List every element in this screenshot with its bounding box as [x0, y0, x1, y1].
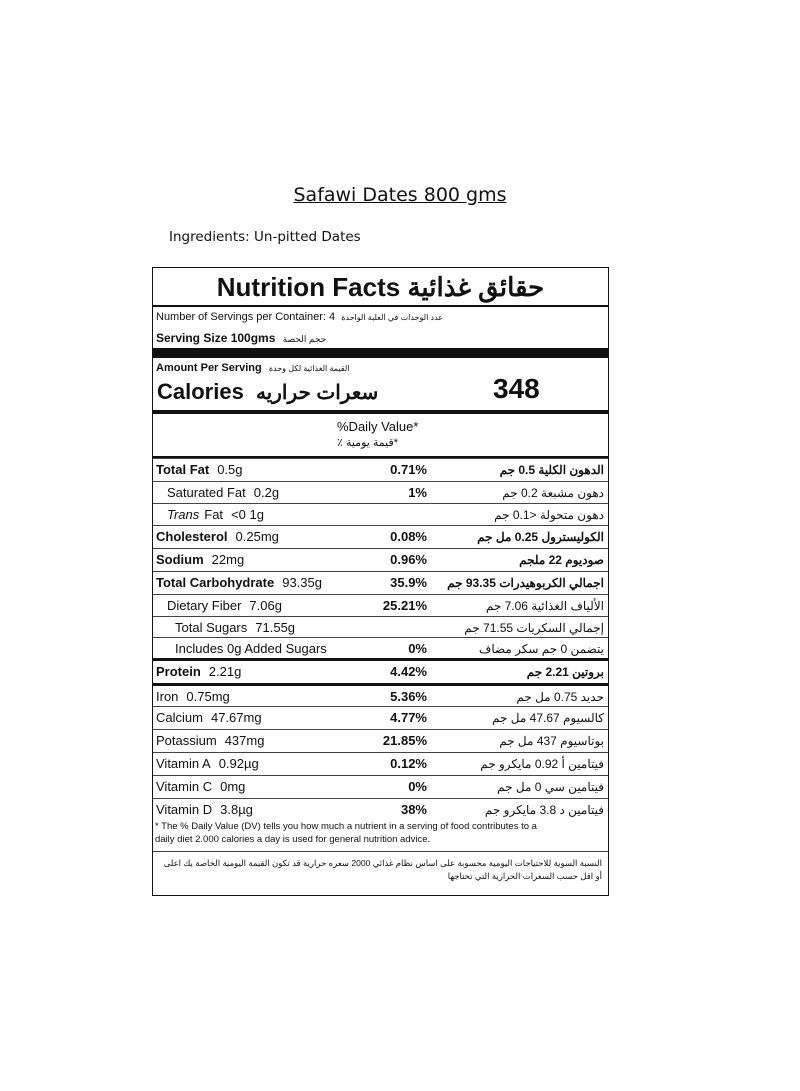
calories-value: 348 — [493, 373, 540, 404]
serving-size-arabic: حجم الحصة — [282, 334, 327, 344]
nutrient-label: Protein — [156, 664, 201, 679]
nutrient-amount: 47.67mg — [210, 710, 262, 725]
nutrient-label: Sodium — [156, 552, 204, 567]
nutrient-name — [156, 549, 244, 571]
nutrient-row — [153, 571, 608, 594]
nutrient-daily-value: 25.21% — [382, 598, 427, 613]
nutrient-daily-value: 5.36% — [390, 689, 427, 704]
amount-arabic: القيمة الغذائية لكل وحدة — [268, 364, 350, 373]
nutrient-arabic: بوتاسيوم 437 مل جم — [499, 734, 604, 748]
nutrient-amount: 71.55g — [255, 620, 296, 635]
nutrient-label-2: Fat — [204, 507, 224, 522]
nutrient-daily-value: 1% — [408, 485, 427, 500]
thick-divider — [153, 348, 608, 358]
nutrient-name — [175, 638, 327, 660]
nutrient-row — [153, 481, 608, 504]
nutrient-arabic: إجمالي السكريات 71.55 جم — [464, 621, 604, 635]
nutrient-name — [156, 707, 262, 729]
nutrient-label: Total Fat — [156, 462, 210, 477]
nutrient-name — [156, 459, 243, 481]
nutrient-arabic: فيتامين سي 0 مل جم — [497, 780, 604, 794]
divider — [153, 851, 608, 852]
nutrient-name — [156, 799, 253, 821]
footnote-line-2: daily diet 2.000 calories a day is used for general nutrition advice. — [155, 834, 431, 845]
nutrient-label: Vitamin A — [156, 756, 211, 771]
nutrient-row — [153, 658, 608, 683]
nutrient-daily-value: 21.85% — [382, 733, 427, 748]
nutrition-label — [152, 267, 609, 896]
nutrient-arabic: دهون متحولة <0.1 جم — [494, 508, 604, 522]
nutrient-name — [156, 753, 259, 775]
nutrient-arabic: حديد 0.75 مل جم — [516, 690, 604, 704]
nutrient-daily-value: 0% — [408, 779, 427, 794]
nutrient-name — [167, 504, 264, 526]
footnote-arabic — [155, 857, 602, 883]
nutrient-arabic: الكوليسترول 0.25 مل جم — [477, 530, 604, 544]
nutrient-arabic: اجمالي الكربوهيدرات 93.35 جم — [447, 576, 604, 590]
nutrient-name — [156, 730, 264, 752]
nutrient-amount: 0mg — [220, 779, 246, 794]
nutrient-name — [156, 661, 241, 683]
daily-value-english: %Daily Value* — [337, 419, 419, 434]
nutrient-amount: 2.21g — [208, 664, 242, 679]
nutrient-amount: 22mg — [211, 552, 245, 567]
nutrient-row — [153, 525, 608, 548]
nutrient-name — [167, 482, 279, 504]
nutrient-row — [153, 616, 608, 639]
footnote-ar-line-2: أو اقل حسب السعرات الحرارية التي تحتاجها — [447, 871, 602, 881]
nutrient-name — [156, 776, 245, 798]
nutrient-label: Vitamin C — [156, 779, 213, 794]
nutrient-arabic: فيتامين د 3.8 مايكرو جم — [484, 803, 604, 817]
nutrient-daily-value: 0.96% — [390, 552, 427, 567]
nutrient-daily-value: 4.77% — [390, 710, 427, 725]
nutrient-name — [175, 617, 295, 639]
nutrient-arabic: صوديوم 22 ملجم — [519, 553, 604, 567]
nutrient-row — [153, 637, 608, 660]
calories-label — [157, 377, 608, 408]
nutrient-arabic: الدهون الكلية 0.5 جم — [499, 463, 604, 477]
nutrient-row — [153, 594, 608, 617]
nutrient-name — [167, 595, 282, 617]
footnote-english — [155, 820, 606, 846]
nutrient-amount: <0 1g — [231, 507, 264, 522]
nutrient-name — [156, 572, 322, 594]
servings-per-container — [153, 309, 608, 325]
nutrient-daily-value: 38% — [400, 802, 427, 817]
nutrient-arabic: يتضمن 0 جم سكر مضاف — [478, 642, 604, 656]
nutrient-label: Total Sugars — [175, 620, 248, 635]
serving-size — [153, 330, 608, 346]
nutrient-amount: 437mg — [224, 733, 265, 748]
nutrient-label: Vitamin D — [156, 802, 213, 817]
nutrient-amount: 0.25mg — [235, 529, 279, 544]
nutrient-label: Includes 0g Added Sugars — [175, 641, 327, 656]
nutrient-daily-value: 0.12% — [390, 756, 427, 771]
calories-english: Calories — [157, 379, 244, 404]
nutrient-amount: 0.92µg — [218, 756, 259, 771]
nutrient-row — [153, 798, 608, 821]
nutrient-label: Saturated Fat — [167, 485, 246, 500]
nutrient-label: Trans — [167, 507, 200, 522]
medium-divider — [153, 410, 608, 414]
nutrient-row — [153, 775, 608, 798]
product-title: Safawi Dates 800 gms — [293, 184, 507, 206]
nutrient-daily-value: 35.9% — [390, 575, 427, 590]
footnote-line-1: * The % Daily Value (DV) tells you how much a nutrient in a serving of food contributes to a — [155, 821, 537, 832]
nutrition-heading — [153, 270, 608, 304]
divider — [153, 305, 608, 307]
nutrient-arabic: دهون مشبعة 0.2 جم — [502, 486, 604, 500]
nutrient-arabic: الألياف الغذائية 7.06 جم — [485, 599, 604, 613]
nutrient-label: Calcium — [156, 710, 203, 725]
nutrient-amount: 0.5g — [217, 462, 243, 477]
serving-size-english: Serving Size 100gms — [156, 331, 276, 345]
ingredients-line: Ingredients: Un-pitted Dates — [169, 229, 361, 245]
nutrient-daily-value: 0.71% — [390, 462, 427, 477]
heading-english: Nutrition Facts — [216, 272, 401, 302]
nutrient-row — [153, 706, 608, 729]
nutrient-row — [153, 729, 608, 752]
nutrient-daily-value: 4.42% — [390, 664, 427, 679]
amount-per-serving — [153, 361, 608, 375]
nutrient-row — [153, 752, 608, 775]
nutrient-amount: 0.75mg — [186, 689, 230, 704]
nutrient-amount: 3.8µg — [220, 802, 253, 817]
servings-english: Number of Servings per Container: 4 — [156, 311, 336, 323]
servings-arabic: عدد الوحدات في العلبة الواحدة — [341, 313, 444, 322]
nutrient-daily-value: 0% — [408, 641, 427, 656]
nutrient-label: Cholesterol — [156, 529, 228, 544]
daily-value-header — [337, 418, 418, 452]
nutrient-row — [153, 503, 608, 526]
daily-value-arabic: *قيمة يومية ٪ — [337, 437, 398, 449]
nutrient-amount: 93.35g — [282, 575, 322, 590]
nutrient-arabic: بروتين 2.21 جم — [526, 665, 604, 679]
nutrient-amount: 7.06g — [249, 598, 282, 613]
footnote-ar-line-1: النسبة السوية للاحتياجات اليومية محسوبة على اساس نظام غذائي 2000 سعره حرارية قد تكون القيمة اليومية الخاصة بك اعلى — [163, 858, 602, 868]
nutrient-daily-value: 0.08% — [390, 529, 427, 544]
nutrient-row — [153, 458, 608, 481]
amount-english: Amount Per Serving — [156, 362, 262, 374]
nutrient-row — [153, 683, 608, 708]
nutrient-amount: 0.2g — [253, 485, 280, 500]
nutrient-name — [156, 686, 230, 708]
nutrient-label: Total Carbohydrate — [156, 575, 275, 590]
nutrient-label: Potassium — [156, 733, 217, 748]
nutrient-arabic: كالسيوم 47.67 مل جم — [492, 711, 604, 725]
nutrient-row — [153, 548, 608, 571]
heading-arabic: حقائق غذائية — [407, 272, 545, 302]
nutrient-label: Dietary Fiber — [167, 598, 242, 613]
calories-arabic: سعرات حراريه — [255, 382, 379, 404]
nutrient-label: Iron — [156, 689, 179, 704]
nutrient-name — [156, 526, 279, 548]
nutrient-arabic: فيتامين أ 0.92 مايكرو جم — [480, 757, 604, 771]
